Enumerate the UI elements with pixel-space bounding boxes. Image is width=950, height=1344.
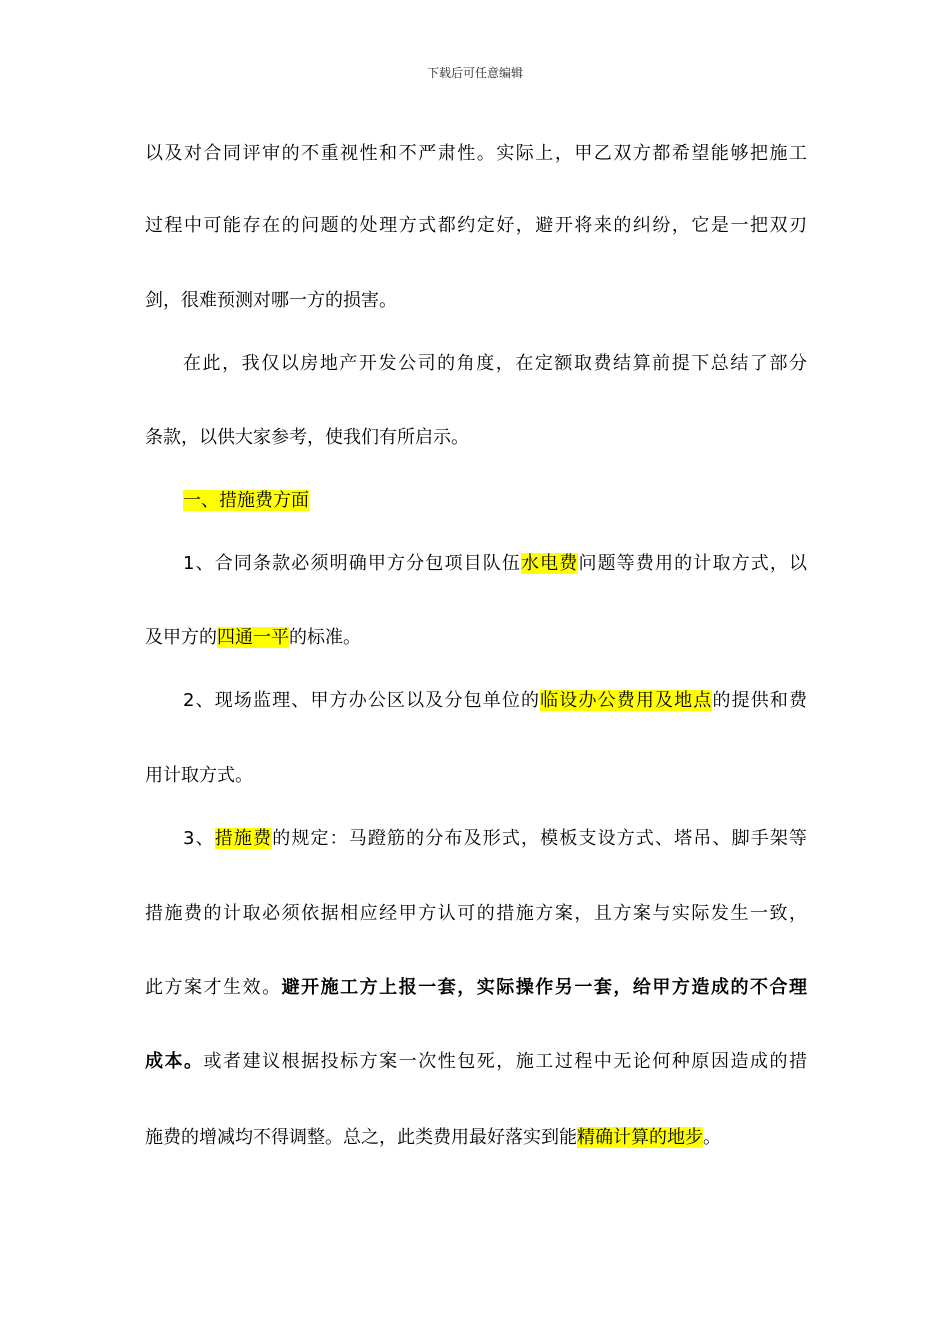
- item-3-bold-text-end: 成本。: [145, 1051, 204, 1072]
- item-1-text-d: 及甲方的: [145, 627, 217, 648]
- item-3-line-1: [183, 827, 807, 851]
- paragraph-line-4: 在此，我仅以房地产开发公司的角度，在定额取费结算前提下总结了部分: [183, 353, 807, 374]
- item-1-text-c: 问题等费用的计取方式，以: [578, 553, 808, 574]
- page-header-note: 下载后可任意编辑: [426, 66, 523, 80]
- highlight-water-electricity: 水电费: [521, 553, 579, 574]
- item-3-text-e: 或者建议根据投标方案一次性包死，施工过程中无论何种原因造成的措: [203, 1051, 807, 1072]
- section-heading: [183, 489, 807, 513]
- highlight-temp-office: 临设办公费用及地点: [540, 690, 713, 711]
- item-3-text-d: 此方案才生效。: [145, 977, 282, 998]
- item-2-line-1: [183, 689, 807, 713]
- item-3-line-5: [145, 1126, 807, 1150]
- item-1-line-2: [145, 626, 807, 650]
- item-3-text-c: 的规定：马蹬筋的分布及形式，模板支设方式、塔吊、脚手架等: [272, 828, 808, 849]
- section-heading-text: 一、措施费方面: [183, 490, 309, 511]
- item-3-line-2: 措施费的计取必须依据相应经甲方认可的措施方案，且方案与实际发生一致，: [145, 903, 807, 924]
- item-3-text-f: 施费的增减均不得调整。总之，此类费用最好落实到能: [145, 1127, 577, 1148]
- item-3-line-3: [145, 976, 807, 1000]
- item-3-text-a: 3、: [183, 828, 215, 849]
- paragraph-line-5: 条款，以供大家参考，使我们有所启示。: [145, 427, 469, 448]
- highlight-precise-calc: 精确计算的地步: [577, 1127, 703, 1148]
- item-1-text-a: 1、合同条款必须明确甲方分包项目队伍: [183, 553, 522, 574]
- item-3-line-4: [145, 1050, 807, 1074]
- highlight-site-prep: 四通一平: [217, 627, 289, 648]
- highlight-measure-fee: 措施费: [214, 828, 273, 849]
- paragraph-line-3: 剑，很难预测对哪一方的损害。: [145, 290, 397, 311]
- item-2-text-a: 2、现场监理、甲方办公区以及分包单位的: [183, 690, 541, 711]
- item-3-text-g: 。: [703, 1127, 721, 1148]
- item-2-line-2: 用计取方式。: [145, 765, 253, 786]
- item-2-text-c: 的提供和费: [712, 690, 808, 711]
- paragraph-line-1: 以及对合同评审的不重视性和不严肃性。实际上，甲乙双方都希望能够把施工: [145, 143, 807, 164]
- item-1-line-1: [183, 552, 807, 576]
- item-3-bold-text: 避开施工方上报一套，实际操作另一套，给甲方造成的不合理: [281, 977, 808, 998]
- paragraph-line-2: 过程中可能存在的问题的处理方式都约定好，避开将来的纠纷，它是一把双刃: [145, 215, 807, 236]
- item-1-text-f: 的标准。: [289, 627, 361, 648]
